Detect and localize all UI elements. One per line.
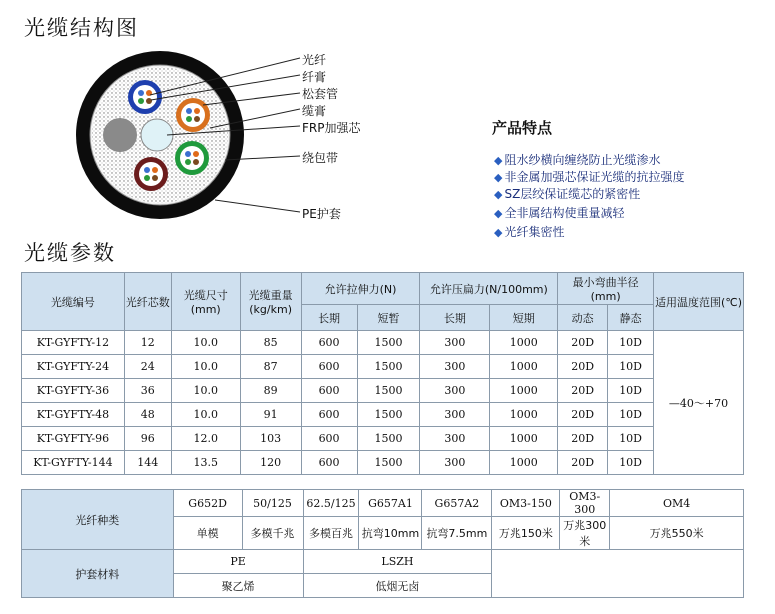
fiber-code: G657A2 xyxy=(422,490,492,517)
table-cell: 1000 xyxy=(490,379,558,403)
params-title: 光缆参数 xyxy=(24,241,116,265)
diamond-bullet-icon: ◆ xyxy=(494,171,503,184)
fiber-name: 单模 xyxy=(173,517,242,550)
fiber-name: 万兆300米 xyxy=(560,517,610,550)
sheath-code: PE xyxy=(173,550,303,574)
materials-table xyxy=(21,489,744,598)
table-cell: 20D xyxy=(558,355,608,379)
table-cell: 36 xyxy=(124,379,171,403)
table-cell: 10.0 xyxy=(171,403,240,427)
table-cell: KT-GYFTY-24 xyxy=(22,355,125,379)
table-row xyxy=(22,331,744,355)
feature-item: ◆ 全非属结构使重量减轻 xyxy=(494,206,625,220)
table-cell: 10.0 xyxy=(171,379,240,403)
fiber-name: 多模百兆 xyxy=(303,517,359,550)
table-cell: 1500 xyxy=(357,403,420,427)
table-cell: 10D xyxy=(608,427,654,451)
fiber-code: OM3-150 xyxy=(492,490,560,517)
table-cell: 20D xyxy=(558,403,608,427)
header-crush-long: 长期 xyxy=(420,305,490,331)
diamond-bullet-icon: ◆ xyxy=(494,154,503,167)
table-cell: 20D xyxy=(558,331,608,355)
fiber-name: 抗弯7.5mm xyxy=(422,517,492,550)
header-crush-short: 短期 xyxy=(490,305,558,331)
fiber-code: 62.5/125 xyxy=(303,490,359,517)
table-cell: 10.0 xyxy=(171,331,240,355)
table-cell: 96 xyxy=(124,427,171,451)
table-cell: 89 xyxy=(240,379,301,403)
table-row xyxy=(22,403,744,427)
fiber-name: 万兆550米 xyxy=(610,517,744,550)
table-cell: 600 xyxy=(301,331,357,355)
table-cell: 20D xyxy=(558,451,608,475)
table-cell: 300 xyxy=(420,403,490,427)
table-cell: 48 xyxy=(124,403,171,427)
diagram-label-cable-gel: 缆膏 xyxy=(302,104,327,118)
table-cell: 1000 xyxy=(490,451,558,475)
table-cell: 13.5 xyxy=(171,451,240,475)
fiber-name: 万兆150米 xyxy=(492,517,560,550)
fiber-type-label: 光纤种类 xyxy=(22,490,174,550)
temp-range-cell: —40～+70 xyxy=(654,331,744,475)
feature-item: ◆ 光纤集密性 xyxy=(494,225,565,239)
table-cell: 12.0 xyxy=(171,427,240,451)
diagram-label-fiber: 光纤 xyxy=(302,53,327,67)
params-table xyxy=(21,272,744,475)
diagram-label-pe-sheath: PE护套 xyxy=(302,207,341,221)
table-cell: 300 xyxy=(420,451,490,475)
header-bend-dynamic: 动态 xyxy=(558,305,608,331)
table-cell: 1000 xyxy=(490,331,558,355)
table-cell: KT-GYFTY-144 xyxy=(22,451,125,475)
table-cell: 103 xyxy=(240,427,301,451)
table-cell: 300 xyxy=(420,331,490,355)
table-cell: 1500 xyxy=(357,355,420,379)
header-model: 光缆编号 xyxy=(22,273,125,331)
table-cell: 85 xyxy=(240,331,301,355)
table-row xyxy=(22,355,744,379)
table-cell: KT-GYFTY-36 xyxy=(22,379,125,403)
header-tensile-long: 长期 xyxy=(301,305,357,331)
diagram-label-fiber-gel: 纤膏 xyxy=(302,70,327,84)
header-size: 光缆尺寸(mm) xyxy=(171,273,240,331)
table-cell: 24 xyxy=(124,355,171,379)
structure-title: 光缆结构图 xyxy=(24,16,139,40)
fiber-name: 抗弯10mm xyxy=(359,517,422,550)
table-cell: 10D xyxy=(608,331,654,355)
table-cell: 600 xyxy=(301,379,357,403)
table-cell: 1500 xyxy=(357,331,420,355)
fiber-code: G652D xyxy=(173,490,242,517)
table-cell: KT-GYFTY-12 xyxy=(22,331,125,355)
table-cell: 300 xyxy=(420,427,490,451)
header-cores: 光纤芯数 xyxy=(124,273,171,331)
table-cell: 12 xyxy=(124,331,171,355)
sheath-code: LSZH xyxy=(303,550,492,574)
header-crush: 允许压扁力(N/100mm) xyxy=(420,273,558,305)
table-cell: 20D xyxy=(558,379,608,403)
table-cell: 87 xyxy=(240,355,301,379)
table-cell: 10D xyxy=(608,355,654,379)
sheath-label: 护套材料 xyxy=(22,550,174,598)
table-cell: 600 xyxy=(301,403,357,427)
table-cell: 600 xyxy=(301,427,357,451)
diagram-label-loose-tube: 松套管 xyxy=(302,87,339,101)
table-row xyxy=(22,379,744,403)
diamond-bullet-icon: ◆ xyxy=(494,188,503,201)
table-cell: 1000 xyxy=(490,427,558,451)
table-cell: 300 xyxy=(420,355,490,379)
sheath-empty xyxy=(492,550,744,598)
table-cell: 1500 xyxy=(357,379,420,403)
fiber-code: OM3-300 xyxy=(560,490,610,517)
fiber-code: G657A1 xyxy=(359,490,422,517)
table-cell: 10D xyxy=(608,403,654,427)
table-cell: 10D xyxy=(608,451,654,475)
table-cell: 1500 xyxy=(357,427,420,451)
table-cell: 10.0 xyxy=(171,355,240,379)
header-bend-static: 静态 xyxy=(608,305,654,331)
diamond-bullet-icon: ◆ xyxy=(494,207,503,220)
fiber-name: 多模千兆 xyxy=(242,517,303,550)
fiber-code: OM4 xyxy=(610,490,744,517)
header-temp: 适用温度范围(℃) xyxy=(654,273,744,331)
header-tensile: 允许拉伸力(N) xyxy=(301,273,420,305)
table-cell: 10D xyxy=(608,379,654,403)
diagram-label-wrapping-tape: 绕包带 xyxy=(302,151,339,165)
table-row xyxy=(22,451,744,475)
header-bend: 最小弯曲半径(mm) xyxy=(558,273,654,305)
header-tensile-short: 短暂 xyxy=(357,305,420,331)
table-cell: 600 xyxy=(301,451,357,475)
sheath-name: 聚乙烯 xyxy=(173,574,303,598)
table-cell: KT-GYFTY-48 xyxy=(22,403,125,427)
header-weight: 光缆重量(kg/km) xyxy=(240,273,301,331)
feature-item: ◆ 非金属加强芯保证光缆的抗拉强度 xyxy=(494,170,685,184)
feature-item: ◆ SZ层绞保证缆芯的紧密性 xyxy=(494,187,641,201)
fiber-code: 50/125 xyxy=(242,490,303,517)
table-cell: 91 xyxy=(240,403,301,427)
table-cell: 1500 xyxy=(357,451,420,475)
features-title: 产品特点 xyxy=(492,119,553,137)
table-cell: 600 xyxy=(301,355,357,379)
sheath-name: 低烟无卤 xyxy=(303,574,492,598)
table-cell: 120 xyxy=(240,451,301,475)
table-cell: 300 xyxy=(420,379,490,403)
table-row xyxy=(22,427,744,451)
feature-item: ◆ 阻水纱横向缠绕防止光缆渗水 xyxy=(494,153,661,167)
table-cell: 1000 xyxy=(490,355,558,379)
table-cell: 1000 xyxy=(490,403,558,427)
diamond-bullet-icon: ◆ xyxy=(494,226,503,239)
diagram-label-frp: FRP加强芯 xyxy=(302,121,361,135)
table-cell: 144 xyxy=(124,451,171,475)
table-cell: KT-GYFTY-96 xyxy=(22,427,125,451)
table-cell: 20D xyxy=(558,427,608,451)
